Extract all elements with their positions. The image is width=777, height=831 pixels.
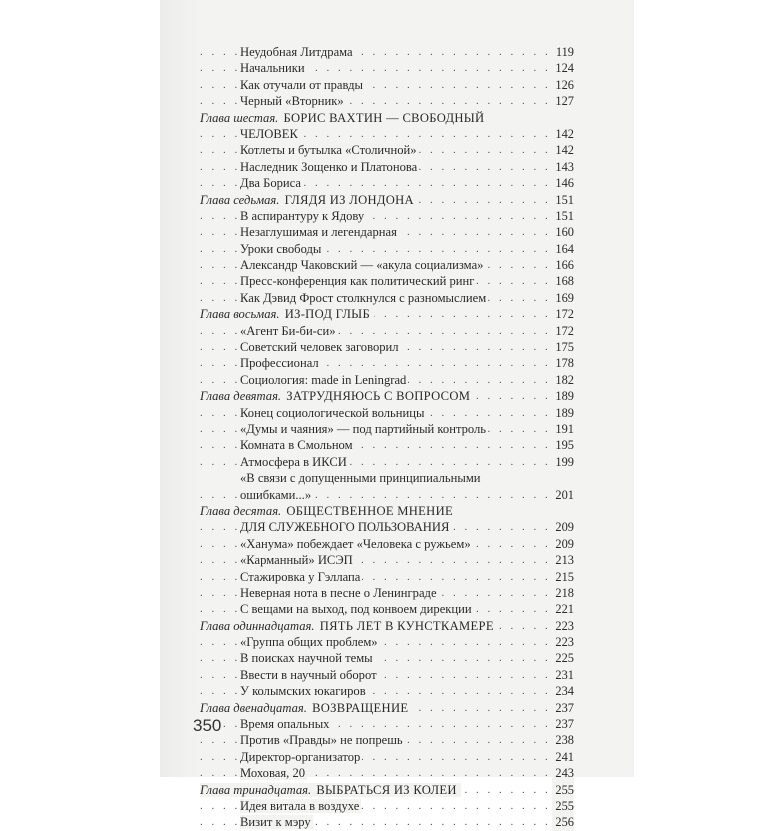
entry-page-number: 241: [552, 749, 574, 765]
entry-page-number: 127: [552, 93, 574, 109]
toc-chapter-heading: [200, 503, 574, 519]
entry-page-number: 164: [552, 241, 574, 257]
entry-page-number: 223: [552, 634, 574, 650]
chapter-title: ОБЩЕСТВЕННОЕ МНЕНИЕ: [286, 503, 453, 518]
entry-title: Александр Чаковский — «акула социализма»: [240, 258, 484, 273]
toc-entry: [200, 355, 574, 371]
entry-page-number: 223: [552, 618, 574, 634]
chapter-label: Глава седьмая.: [200, 192, 280, 207]
entry-page-number: 189: [552, 388, 574, 404]
entry-title: Два Бориса: [240, 176, 302, 191]
entry-title: Идея витала в воздухе: [240, 798, 360, 813]
entry-title: В аспирантуру к Ядову: [240, 208, 365, 223]
entry-page-number: 143: [552, 159, 574, 175]
toc-chapter-heading: [200, 192, 574, 208]
toc-entry: [200, 273, 574, 289]
entry-page-number: 221: [552, 601, 574, 617]
entry-page-number: 215: [552, 569, 574, 585]
entry-page-number: 256: [552, 814, 574, 830]
toc-chapter-heading: [200, 306, 574, 322]
toc-entry: [200, 93, 574, 109]
entry-title: Наследник Зощенко и Платонова: [240, 159, 418, 174]
table-of-contents: [200, 44, 574, 831]
entry-page-number: 237: [552, 716, 574, 732]
chapter-title: ПЯТЬ ЛЕТ В КУНСТКАМЕРЕ: [319, 618, 494, 633]
toc-entry: [200, 454, 574, 470]
entry-title: Пресс-конференция как политический ринг: [240, 274, 475, 289]
chapter-label: Глава десятая.: [200, 503, 282, 518]
chapter-title: ЗАТРУДНЯЮСЬ С ВОПРОСОМ: [286, 389, 471, 404]
toc-entry: [200, 749, 574, 765]
chapter-title: БОРИС ВАХТИН — СВОБОДНЫЙ: [283, 110, 485, 125]
entry-title: Директор-организатор: [240, 749, 361, 764]
toc-entry: [200, 667, 574, 683]
entry-title: Неудобная Литдрама: [240, 45, 353, 59]
entry-page-number: 209: [552, 536, 574, 552]
chapter-title: ГЛЯДЯ ИЗ ЛОНДОНА: [284, 192, 414, 207]
entry-page-number: 191: [552, 421, 574, 437]
toc-entry: [200, 814, 574, 830]
entry-page-number: 160: [552, 224, 574, 240]
entry-title: ДЛЯ СЛУЖЕБНОГО ПОЛЬЗОВАНИЯ: [240, 520, 450, 535]
entry-page-number: 213: [552, 552, 574, 568]
entry-title: Незаглушимая и легендарная: [240, 225, 397, 240]
page-number: 350: [193, 716, 222, 735]
toc-entry: [200, 77, 574, 93]
entry-title: В поисках научной темы: [240, 651, 373, 666]
entry-title: Черный «Вторник»: [240, 94, 344, 109]
toc-entry: [200, 224, 574, 240]
toc-chapter-heading: [200, 388, 574, 404]
entry-title: Советский человек заговорил: [240, 340, 399, 355]
entry-page-number: 201: [552, 487, 574, 503]
entry-title: С вещами на выход, под конвоем дирекции: [240, 602, 472, 617]
toc-entry: [200, 437, 574, 453]
entry-page-number: 142: [552, 142, 574, 158]
toc-entry: [200, 372, 574, 388]
entry-title: Неверная нота в песне о Ленинграде: [240, 585, 437, 600]
entry-page-number: 199: [552, 454, 574, 470]
entry-page-number: 142: [552, 126, 574, 142]
toc-entry: [200, 175, 574, 191]
entry-page-number: 243: [552, 765, 574, 781]
entry-title: «Карманный» ИСЭП: [240, 553, 353, 568]
toc-entry: [200, 257, 574, 273]
entry-title: «Группа общих проблем»: [240, 635, 378, 650]
entry-page-number: 124: [552, 60, 574, 76]
chapter-label: Глава одиннадцатая.: [200, 618, 315, 633]
entry-page-number: 169: [552, 290, 574, 306]
entry-page-number: 209: [552, 519, 574, 535]
chapter-title: ИЗ-ПОД ГЛЫБ: [284, 307, 370, 322]
toc-entry: [200, 536, 574, 552]
toc-entry: [200, 44, 574, 60]
entry-page-number: 146: [552, 175, 574, 191]
toc-chapter-heading: [200, 700, 574, 716]
entry-title: ЧЕЛОВЕК: [240, 126, 298, 141]
toc-entry: [200, 208, 574, 224]
entry-page-number: 168: [552, 273, 574, 289]
entry-title: Конец социологической вольницы: [240, 405, 425, 420]
entry-page-number: 255: [552, 798, 574, 814]
entry-title: Уроки свободы: [240, 241, 322, 256]
entry-title: «Ханума» побеждает «Человека с ружьем»: [240, 536, 471, 551]
chapter-label: Глава тринадцатая.: [200, 782, 312, 797]
toc-entry: [200, 585, 574, 601]
entry-page-number: 175: [552, 339, 574, 355]
entry-title: Профессионал: [240, 356, 319, 371]
toc-entry: [200, 634, 574, 650]
toc-entry: [200, 519, 574, 535]
entry-title: У колымских юкагиров: [240, 684, 366, 699]
entry-page-number: 119: [553, 44, 574, 60]
entry-page-number: 237: [552, 700, 574, 716]
entry-page-number: 189: [552, 405, 574, 421]
toc-entry: [200, 421, 574, 437]
toc-entry: [200, 241, 574, 257]
toc-chapter-heading: [200, 110, 574, 126]
toc-entry: [200, 732, 574, 748]
entry-page-number: 195: [552, 437, 574, 453]
entry-page-number: 126: [552, 77, 574, 93]
entry-title: Как отучали от правды: [240, 77, 363, 92]
entry-title: ошибками...»: [240, 487, 312, 502]
entry-page-number: 172: [552, 323, 574, 339]
entry-title: «В связи с допущенными принципиальными: [240, 471, 481, 486]
toc-entry: [200, 716, 574, 732]
chapter-label: Глава двенадцатая.: [200, 700, 307, 715]
entry-page-number: 166: [552, 257, 574, 273]
toc-entry: [200, 339, 574, 355]
toc-entry: [200, 126, 574, 142]
toc-entry: [200, 601, 574, 617]
entry-title: Как Дэвид Фрост столкнулся с разномыслием: [240, 290, 487, 305]
entry-title: Ввести в научный оборот: [240, 667, 377, 682]
entry-title: Социология: made in Leningrad: [240, 372, 407, 387]
entry-page-number: 151: [552, 192, 574, 208]
toc-entry: [200, 569, 574, 585]
entry-page-number: 182: [552, 372, 574, 388]
toc-entry: [200, 323, 574, 339]
entry-title: «Агент Би-би-си»: [240, 323, 336, 338]
entry-page-number: 231: [552, 667, 574, 683]
toc-entry: [200, 290, 574, 306]
entry-page-number: 151: [552, 208, 574, 224]
chapter-label: Глава восьмая.: [200, 307, 280, 322]
toc-chapter-heading: [200, 618, 574, 634]
chapter-title: ВЫБРАТЬСЯ ИЗ КОЛЕИ: [316, 782, 457, 797]
toc-chapter-heading: [200, 782, 574, 798]
entry-page-number: 238: [552, 732, 574, 748]
toc-entry: [200, 142, 574, 158]
page-gutter-shadow: [160, 0, 200, 777]
entry-title: Котлеты и бутылка «Столичной»: [240, 143, 417, 158]
chapter-label: Глава девятая.: [200, 389, 282, 404]
entry-title: Время опальных: [240, 717, 330, 732]
entry-title: «Думы и чаяния» — под партийный контроль: [240, 421, 487, 436]
toc-entry: [200, 650, 574, 666]
toc-entry: [200, 470, 574, 486]
toc-entry: [200, 683, 574, 699]
entry-page-number: 225: [552, 650, 574, 666]
toc-entry: [200, 552, 574, 568]
entry-page-number: 234: [552, 683, 574, 699]
toc-entry: [200, 159, 574, 175]
toc-entry: [200, 60, 574, 76]
toc-entry: [200, 405, 574, 421]
toc-entry: [200, 765, 574, 781]
entry-title: Стажировка у Гэллапа: [240, 569, 361, 584]
toc-entry: [200, 487, 574, 503]
chapter-label: Глава шестая.: [200, 110, 279, 125]
entry-page-number: 218: [552, 585, 574, 601]
toc-entry: [200, 798, 574, 814]
entry-page-number: 178: [552, 355, 574, 371]
entry-page-number: 255: [552, 782, 574, 798]
entry-title: Начальники: [240, 61, 305, 76]
chapter-title: ВОЗВРАЩЕНИЕ: [312, 700, 409, 715]
entry-title: Комната в Смольном: [240, 438, 353, 453]
entry-page-number: 172: [552, 306, 574, 322]
entry-title: Визит к мэру: [240, 815, 311, 830]
entry-title: Моховая, 20: [240, 766, 306, 781]
entry-title: Против «Правды» не попрешь: [240, 733, 403, 748]
entry-title: Атмосфера в ИКСИ: [240, 454, 347, 469]
